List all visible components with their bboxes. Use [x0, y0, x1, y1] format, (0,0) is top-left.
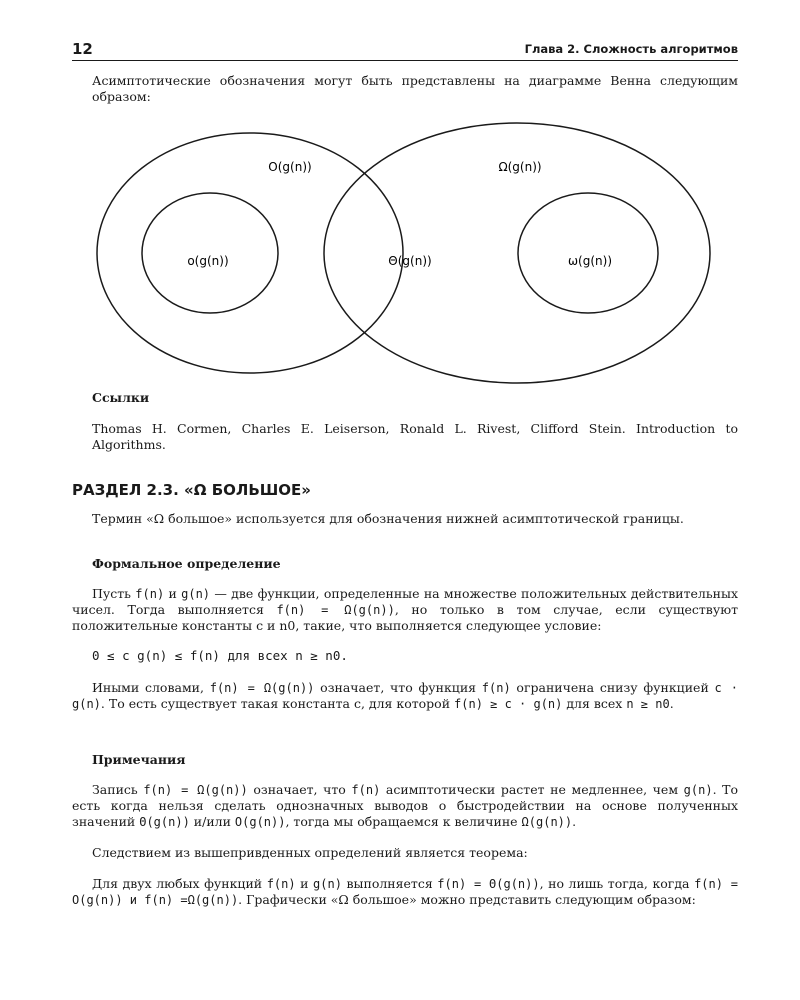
theta-label: Θ(g(n)) — [388, 254, 432, 268]
intro-paragraph: Асимптотические обозначения могут быть представлены на диаграмме Венна следующим образом: — [92, 73, 738, 104]
chapter-title: Глава 2. Сложность алгоритмов — [524, 42, 738, 56]
section-intro: Термин «Ω большое» используется для обозначения нижней асимптотической границы. — [92, 511, 684, 526]
page-header — [72, 40, 738, 61]
references-text: Thomas H. Cormen, Charles E. Leiserson, Ronald L. Rivest, Clifford Stein. Introduction to Algorithms. — [92, 421, 738, 452]
little-o-set — [142, 193, 278, 313]
little-o-label: o(g(n)) — [187, 254, 229, 268]
little-omega-label: ω(g(n)) — [568, 254, 612, 268]
in-other-words-paragraph: Иными словами, f(n) = Ω(g(n)) означает, что функция f(n) ограничена снизу функцией c · g(n). То есть существует такая константа c, для которой f(n) ≥ c · g(n) для всех n ≥ n0. — [72, 680, 738, 711]
big-o-set — [97, 133, 403, 373]
formula: 0 ≤ c g(n) ≤ f(n) для всех n ≥ n0. — [92, 648, 348, 663]
corollary-paragraph: Следствием из вышепривденных определений является теорема: — [92, 845, 528, 860]
formal-definition-heading: Формальное определение — [92, 556, 281, 571]
section-title: РАЗДЕЛ 2.3. «Ω БОЛЬШОЕ» — [72, 481, 311, 499]
big-o-label: O(g(n)) — [268, 160, 312, 174]
references-heading: Ссылки — [92, 390, 150, 405]
notes-heading: Примечания — [92, 752, 186, 767]
page-number: 12 — [72, 40, 93, 58]
big-omega-label: Ω(g(n)) — [498, 160, 542, 174]
venn-diagram — [0, 110, 800, 410]
notes-paragraph: Запись f(n) = Ω(g(n)) означает, что f(n) асимптотически растет не медленнее, чем g(n). То есть когда нельзя сделать однозначных выводов о быстродействии на основе полученных значений Θ(g(n)) и/или O(g(n)), тогда мы обращаемся к величине Ω(g(n)). — [72, 782, 739, 829]
formal-definition-paragraph: Пусть f(n) и g(n) — две функции, определенные на множестве положительных действительных чисел. Тогда выполняется f(n) = Ω(g(n)), но только в том случае, если существуют положительные константы c и n0, такие, что выполняется следующее условие: — [72, 586, 739, 633]
theorem-paragraph: Для двух любых функций f(n) и g(n) выполняется f(n) = Θ(g(n)), но лишь тогда, когда f(n) = O(g(n)) и f(n) =Ω(g(n)). Графически «Ω большое» можно представить следующим образом: — [72, 876, 738, 907]
little-omega-set — [518, 193, 658, 313]
